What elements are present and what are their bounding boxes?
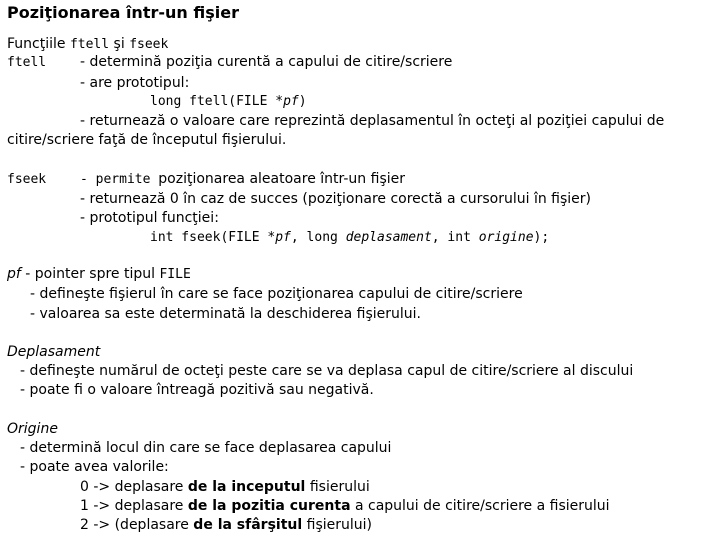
fseek-desc-1 bbox=[80, 170, 405, 189]
origine-value-1 bbox=[80, 497, 610, 515]
fseek-p7: ); bbox=[533, 230, 550, 245]
origine-v0c: fisierului bbox=[305, 479, 370, 495]
ftell-proto-arg: pf bbox=[283, 94, 299, 109]
fseek-p5: , int bbox=[431, 230, 479, 245]
pf-term: pf bbox=[7, 266, 21, 282]
origine-v1c: a capului de citire/scriere a fisierului bbox=[350, 498, 610, 514]
ftell-desc-3b: citire/scriere faţă de începutul fişierului. bbox=[7, 132, 287, 148]
intro-prefix: Funcţiile bbox=[7, 36, 70, 52]
origine-value-2 bbox=[80, 516, 372, 534]
fseek-p3: , long bbox=[290, 230, 346, 245]
ftell-proto-a: long ftell(FILE * bbox=[150, 94, 284, 109]
fseek-prototype bbox=[150, 229, 549, 247]
ftell-code: ftell bbox=[69, 37, 110, 52]
intro-sep: şi bbox=[109, 36, 130, 52]
deplasament-desc-2: - poate fi o valoare întreagă pozitivă sau negativă. bbox=[20, 382, 374, 398]
ftell-desc-1: - determină poziţia curentă a capului de citire/scriere bbox=[80, 54, 453, 70]
fseek-p2: pf bbox=[275, 230, 291, 245]
intro-line bbox=[7, 35, 168, 54]
deplasament-desc-1: - defineşte numărul de octeţi peste care se va deplasa capul de citire/scriere al discului bbox=[20, 363, 634, 379]
origine-v2c: fişierului) bbox=[302, 517, 372, 533]
ftell-desc-2: - are prototipul: bbox=[80, 75, 190, 91]
fseek-desc-1b: poziţionarea aleatoare într-un fişier bbox=[158, 171, 405, 187]
ftell-proto-b: ) bbox=[298, 94, 307, 109]
origine-v1b: de la pozitia curenta bbox=[187, 498, 351, 514]
origine-v2a: 2 -> (deplasare bbox=[80, 517, 194, 533]
ftell-term: ftell bbox=[7, 55, 47, 70]
pf-desc-1a: - pointer spre tipul bbox=[20, 266, 160, 282]
fseek-p1: int fseek(FILE * bbox=[150, 230, 276, 245]
pf-line-1 bbox=[7, 265, 191, 284]
deplasament-term: Deplasament bbox=[7, 344, 101, 360]
origine-term: Origine bbox=[7, 421, 58, 437]
origine-v1a: 1 -> deplasare bbox=[80, 498, 188, 514]
origine-v0a: 0 -> deplasare bbox=[80, 479, 188, 495]
fseek-p6: origine bbox=[478, 230, 534, 245]
fseek-code: fseek bbox=[129, 37, 169, 52]
origine-v2b: de la sfârşitul bbox=[193, 517, 303, 533]
fseek-desc-2: - returnează 0 în caz de succes (poziţionare corectă a cursorului în fişier) bbox=[80, 191, 591, 207]
origine-desc-1: - determină locul din care se face deplasarea capului bbox=[20, 440, 392, 456]
origine-desc-2: - poate avea valorile: bbox=[20, 459, 169, 475]
pf-desc-2: - defineşte fişierul în care se face poziţionarea capului de citire/scriere bbox=[30, 286, 523, 302]
fseek-term: fseek bbox=[7, 172, 47, 187]
ftell-desc-3a: - returnează o valoare care reprezintă deplasamentul în octeţi al poziţiei capului de bbox=[80, 113, 665, 129]
fseek-desc-1a: - permite bbox=[80, 172, 159, 187]
fseek-p4: deplasament bbox=[345, 230, 432, 245]
pf-desc-1b: FILE bbox=[159, 267, 191, 282]
ftell-prototype bbox=[150, 93, 307, 111]
fseek-desc-3: - prototipul funcţiei: bbox=[80, 210, 219, 226]
pf-desc-3: - valoarea sa este determinată la deschiderea fişierului. bbox=[30, 306, 421, 322]
origine-v0b: de la inceputul bbox=[187, 479, 306, 495]
origine-value-0 bbox=[80, 478, 370, 496]
page-title: Poziţionarea într-un fişier bbox=[7, 3, 239, 22]
